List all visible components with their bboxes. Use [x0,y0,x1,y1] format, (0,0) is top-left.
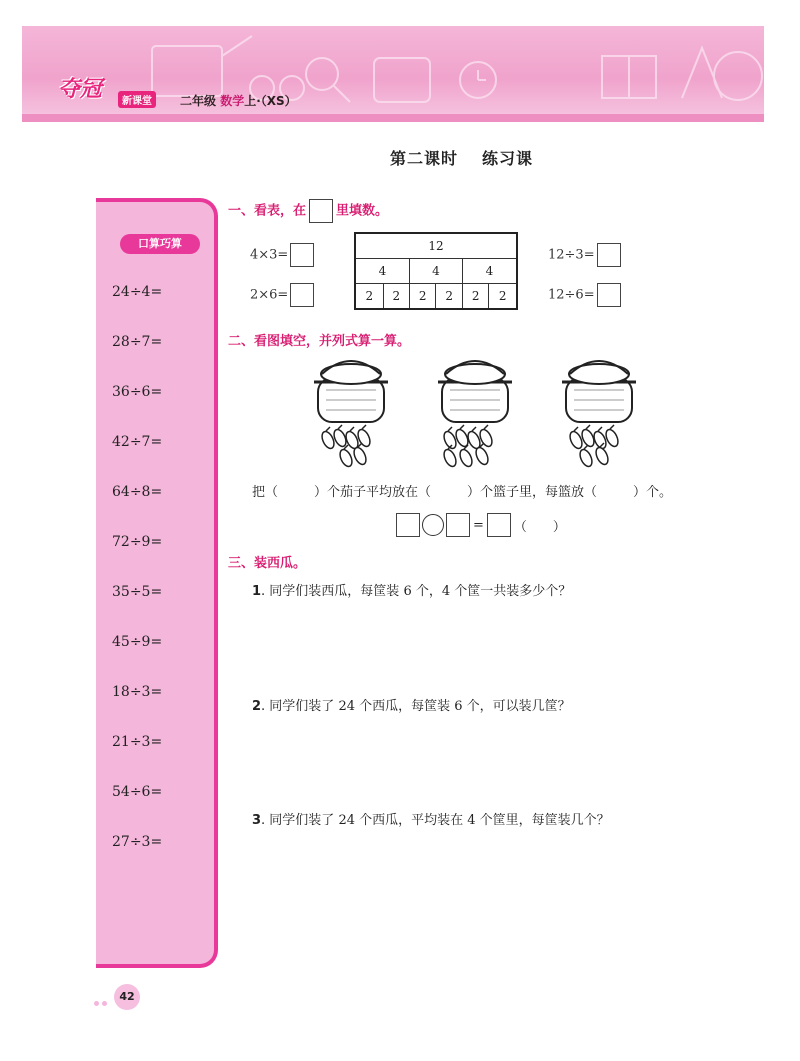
fill-text: 把（ [252,485,279,500]
table-bottom-cell: 2 [436,284,462,310]
question-number: 1 [252,584,262,599]
unit-blank[interactable]: （ ） [513,519,566,535]
drill-item: 64÷8= [112,484,163,500]
fill-text: ）个篮子里，每篮放（ [467,485,598,500]
baskets-eggplants-illustration [300,352,660,472]
drill-item: 27÷3= [112,834,163,850]
grade-label: 二年级 [180,94,217,108]
question-text: . 同学们装西瓜，每筐装 6 个，4 个筐一共装多少个？ [261,584,572,599]
question-text: . 同学们装了 24 个西瓜，每筐装 6 个，可以装几筐？ [261,699,571,714]
equals-sign: = [473,517,484,533]
table-middle-cell: 4 [355,259,410,284]
brand-logo: 夺冠 [58,77,103,102]
brand-badge: 新课堂 [118,91,156,108]
table-bottom-cell: 2 [489,284,517,310]
eggplant-group-1 [320,425,373,468]
table-middle-cell: 4 [410,259,463,284]
basket-icon [562,361,636,422]
question-1 [252,580,571,599]
section-3-heading: 三、装西瓜。 [228,556,307,571]
page-number: 42 [114,984,140,1010]
drill-item: 36÷6= [112,384,163,400]
eggplant-group-2 [442,425,495,468]
page-title [390,146,533,169]
eggplant-group-3 [568,425,621,468]
drill-item: 24÷4= [112,284,163,300]
table-middle-cell: 4 [462,259,517,284]
equation-4x3 [250,243,314,267]
mental-math-sidebar [96,198,218,968]
section-2-heading: 二、看图填空，并列式算一算。 [228,334,411,349]
drill-item: 21÷3= [112,734,163,750]
equation-template [396,513,569,539]
fill-in-sentence [252,481,672,500]
answer-box[interactable] [597,243,621,267]
basket-icon [438,361,512,422]
drill-item: 35÷5= [112,584,163,600]
blank-box-sample [309,199,333,223]
question-2 [252,695,571,714]
table-bottom-cell: 2 [462,284,488,310]
question-text: . 同学们装了 24 个西瓜，平均装在 4 个筐里，每筐装几个？ [261,813,610,828]
section-1-suffix: 里填数。 [336,203,389,219]
drill-item: 42÷7= [112,434,163,450]
sidebar-heading: 口算巧算 [120,234,200,254]
equation-text: 12÷3= [548,247,595,263]
result-box[interactable] [487,513,511,537]
table-total: 12 [355,233,517,259]
drill-item: 45÷9= [112,634,163,650]
drill-item: 18÷3= [112,684,163,700]
equation-text: 2×6= [250,287,289,303]
drill-item: 72÷9= [112,534,163,550]
question-3 [252,809,610,828]
lesson-type: 练习课 [482,149,534,168]
question-number: 2 [252,699,262,714]
fill-text: ）个茄子平均放在（ [314,485,432,500]
equation-2x6 [250,283,314,307]
basket-icon [314,361,388,422]
operand-box[interactable] [446,513,470,537]
table-bottom-cell: 2 [383,284,409,310]
lesson-number: 第二课时 [390,149,459,168]
section-1-heading [228,199,388,223]
number-breakdown-table [354,232,518,310]
banner-strip [22,114,764,122]
equation-12div6 [548,283,621,307]
grade-subject [180,92,297,109]
drill-item: 28÷7= [112,334,163,350]
section-1-prefix: 一、看表，在 [228,203,307,219]
operand-box[interactable] [396,513,420,537]
table-bottom-cell: 2 [410,284,436,310]
answer-box[interactable] [597,283,621,307]
edition-label: 上·（XS） [244,94,297,108]
question-number: 3 [252,813,262,828]
answer-box[interactable] [290,283,314,307]
equation-text: 12÷6= [548,287,595,303]
equation-12div3 [548,243,621,267]
answer-box[interactable] [290,243,314,267]
operator-circle[interactable] [422,514,444,536]
page-dots [94,991,110,1010]
table-bottom-cell: 2 [355,284,383,310]
drill-item: 54÷6= [112,784,163,800]
subject-label: 数学 [220,94,245,108]
equation-text: 4×3= [250,247,289,263]
fill-text: ）个。 [633,485,673,500]
